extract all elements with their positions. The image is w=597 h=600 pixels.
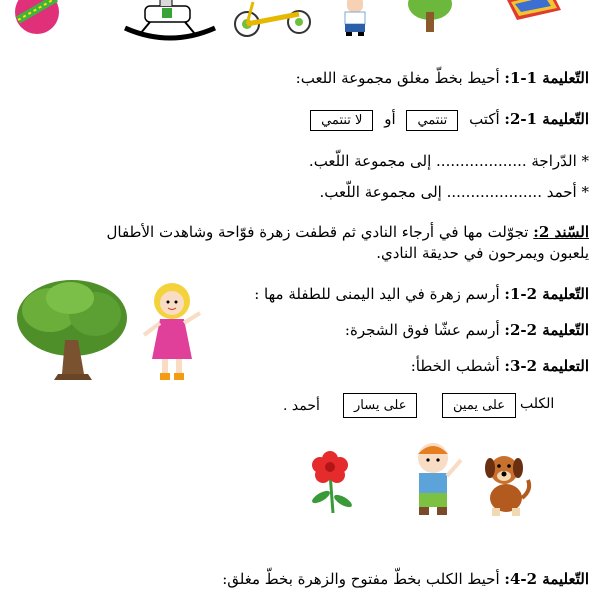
instruction-2-3-text: أشطب الخطأ: [410,357,505,375]
instruction-2-3-label: التعليمة 2-3: [504,357,589,375]
sentence-ahmed: أحمد . [283,398,320,414]
instruction-2-2-label: التّعليمة 2-2: [504,321,589,339]
instruction-2-2 [345,321,589,339]
book-icon [505,0,565,26]
boy-icon [340,0,370,40]
instruction-2-1 [254,285,589,303]
option-left-box: على يسار [343,393,417,418]
dog-icon [478,450,533,520]
option-not-belongs-box: لا تنتمي [310,110,373,131]
instruction-2-1-label: التّعليمة 2-1: [504,285,589,303]
or-text: أو [384,110,396,128]
instruction-2-4-label: التّعليمة 2-4: [504,570,589,588]
instruction-2-4-text: أحيط الكلب بخطّ مفتوح والزهرة بخطّ مغلق: [222,570,505,588]
sentence-dog: الكلب [520,396,555,412]
instruction-2-2-text: أرسم عشّا فوق الشجرة: [344,321,505,339]
sanad-2-text-2: يلعبون ويمرحون في حديقة النادي. [376,244,589,262]
sanad-2 [9,222,589,264]
option-right-box: على يمين [442,393,516,418]
instruction-2-4 [222,570,589,588]
ball-icon [12,0,62,32]
tree-icon [405,0,455,32]
instruction-1-2-label: التّعليمة 1-2: [504,110,589,128]
instruction-1-2-text: أكتب [469,110,505,128]
flower-icon [305,445,355,515]
question-bike: * الدّراجة ................... إلى مجموعة اللّعب. [308,152,589,170]
instruction-2-1-text: أرسم زهرة في اليد اليمنى للطفلة مها : [254,285,505,303]
ahmed-boy-icon [405,440,465,520]
question-ahmed: * أحمد .................... إلى مجموعة اللّعب. [319,183,589,201]
scooter-icon [233,0,313,40]
instruction-1-2 [304,110,589,131]
rocking-horse-icon [120,0,220,45]
girl-icon [140,283,210,383]
instruction-1-1-text: أحيط بخطّ مغلق مجموعة اللعب: [295,69,505,87]
instruction-1-1-label: التّعليمة 1-1: [504,69,589,87]
sanad-2-text: تجوّلت مها في أرجاء النادي ثم قطفت زهرة فوّاحة وشاهدت الأطفال [106,223,534,241]
option-belongs-box: تنتمي [406,110,458,131]
large-tree-icon [10,280,140,380]
instruction-2-3 [411,357,589,375]
sanad-2-label: السّند 2: [533,223,589,241]
instruction-1-1 [296,69,589,87]
